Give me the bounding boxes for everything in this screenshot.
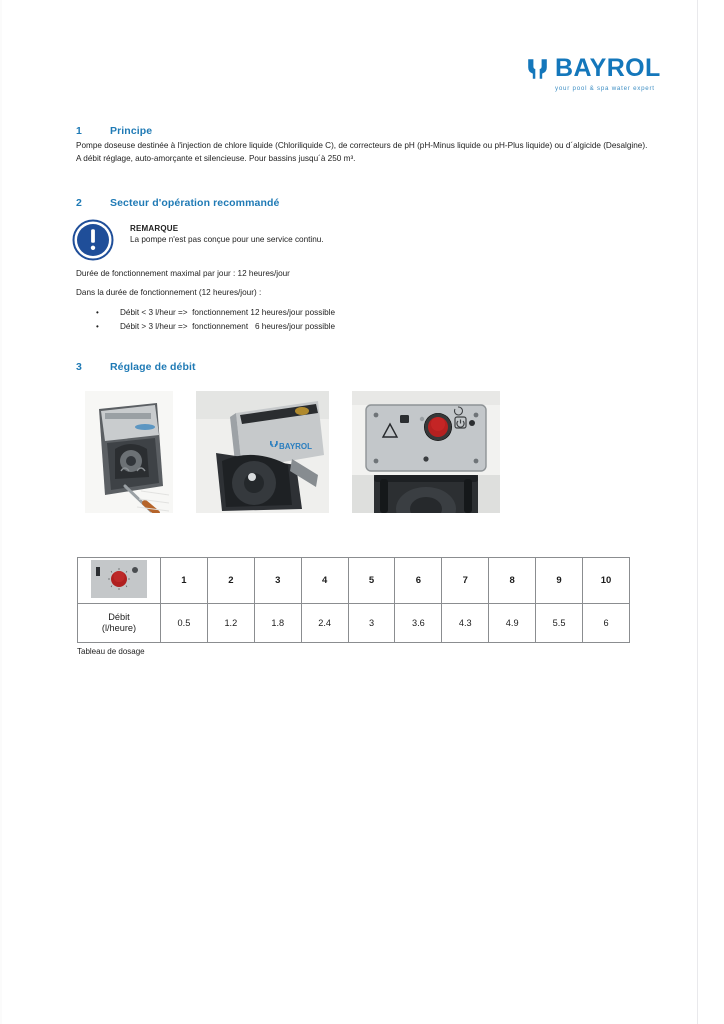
dial-knob-photo-icon: [78, 558, 161, 604]
table-header-cell: 7: [442, 558, 489, 604]
table-cell: 3.6: [395, 604, 442, 643]
duration-line-1: Durée de fonctionnement maximal par jour : 12 heures/jour: [76, 269, 290, 278]
section-number-2: 2: [76, 197, 82, 209]
remark-text: La pompe n'est pas conçue pour une service continu.: [130, 235, 324, 244]
table-row: [78, 604, 630, 643]
section-heading-1: [76, 125, 152, 137]
scan-edge-left: [0, 0, 2, 1024]
bayrol-wordmark: BAYROL: [555, 54, 661, 82]
table-cell: 0.5: [161, 604, 208, 643]
table-header-cell: 6: [395, 558, 442, 604]
section-heading-2: [76, 197, 279, 209]
remark-note: [72, 219, 492, 266]
table-header-cell: 1: [161, 558, 208, 604]
section-number-3: 3: [76, 361, 82, 373]
section-number-1: 1: [76, 125, 82, 137]
section-title-3: Réglage de débit: [110, 361, 196, 373]
duration-line-2: Dans la durée de fonctionnement (12 heures/jour) :: [76, 288, 262, 297]
bayrol-y-mark-icon: [527, 58, 548, 80]
bayrol-logo: [527, 54, 661, 96]
list-item: [96, 306, 335, 320]
table-cell: 2.4: [301, 604, 348, 643]
list-item: [96, 320, 335, 334]
pump-with-screwdriver-photo: [85, 391, 173, 513]
table-cell: 4.3: [442, 604, 489, 643]
operation-bullet-list: [96, 306, 335, 333]
section-1-paragraph: Pompe doseuse destinée à l'injection de chlore liquide (Chloriliquide C), de correcteurs de pH (pH-Minus liquide ou pH-Plus liquide) ou d´algicide (Desalgine). A débit réglage, auto-amorçante et silencieuse. Pour bassins jusqu´à 250 m³.: [76, 141, 648, 163]
section-title-2: Secteur d'opération recommandé: [110, 197, 280, 209]
table-header-cell: 8: [489, 558, 536, 604]
bayrol-tagline: your pool & spa water expert: [555, 85, 655, 92]
pump-bayrol-branding-photo: [196, 391, 329, 513]
section-title-1: Principe: [110, 125, 153, 137]
table-header-cell: 9: [536, 558, 583, 604]
table-cell: 1.8: [254, 604, 301, 643]
table-cell: 4.9: [489, 604, 536, 643]
table-cell: 1.2: [207, 604, 254, 643]
dosage-table: [77, 557, 630, 643]
pump-control-panel-photo: [352, 391, 500, 513]
svg-text:BAYROL: BAYROL: [279, 442, 313, 451]
table-caption: Tableau de dosage: [77, 647, 145, 656]
remark-title: REMARQUE: [130, 224, 179, 233]
table-header-cell: 2: [207, 558, 254, 604]
bullet-text: Débit > 3 l/heur => fonctionnement 6 heures/jour possible: [120, 321, 336, 331]
bullet-dot-icon: •: [96, 321, 99, 331]
row-label-line1: Débit: [108, 612, 130, 622]
row-label-debit: [78, 604, 161, 643]
table-cell: 5.5: [536, 604, 583, 643]
table-cell: 3: [348, 604, 395, 643]
bullet-text: Débit < 3 l/heur => fonctionnement 12 heures/jour possible: [120, 308, 336, 317]
row-label-line2: (l/heure): [101, 623, 137, 633]
scan-artifact-line: [697, 0, 698, 1024]
table-header-cell: 3: [254, 558, 301, 604]
table-cell: 6: [583, 604, 630, 643]
bullet-dot-icon: •: [96, 308, 99, 317]
exclamation-circle-icon: [72, 219, 114, 266]
table-header-cell: 5: [348, 558, 395, 604]
table-header-cell: 4: [301, 558, 348, 604]
section-heading-3: [76, 361, 196, 373]
table-header-row: [78, 558, 630, 604]
photo-strip: [85, 391, 500, 513]
table-header-cell: 10: [583, 558, 630, 604]
